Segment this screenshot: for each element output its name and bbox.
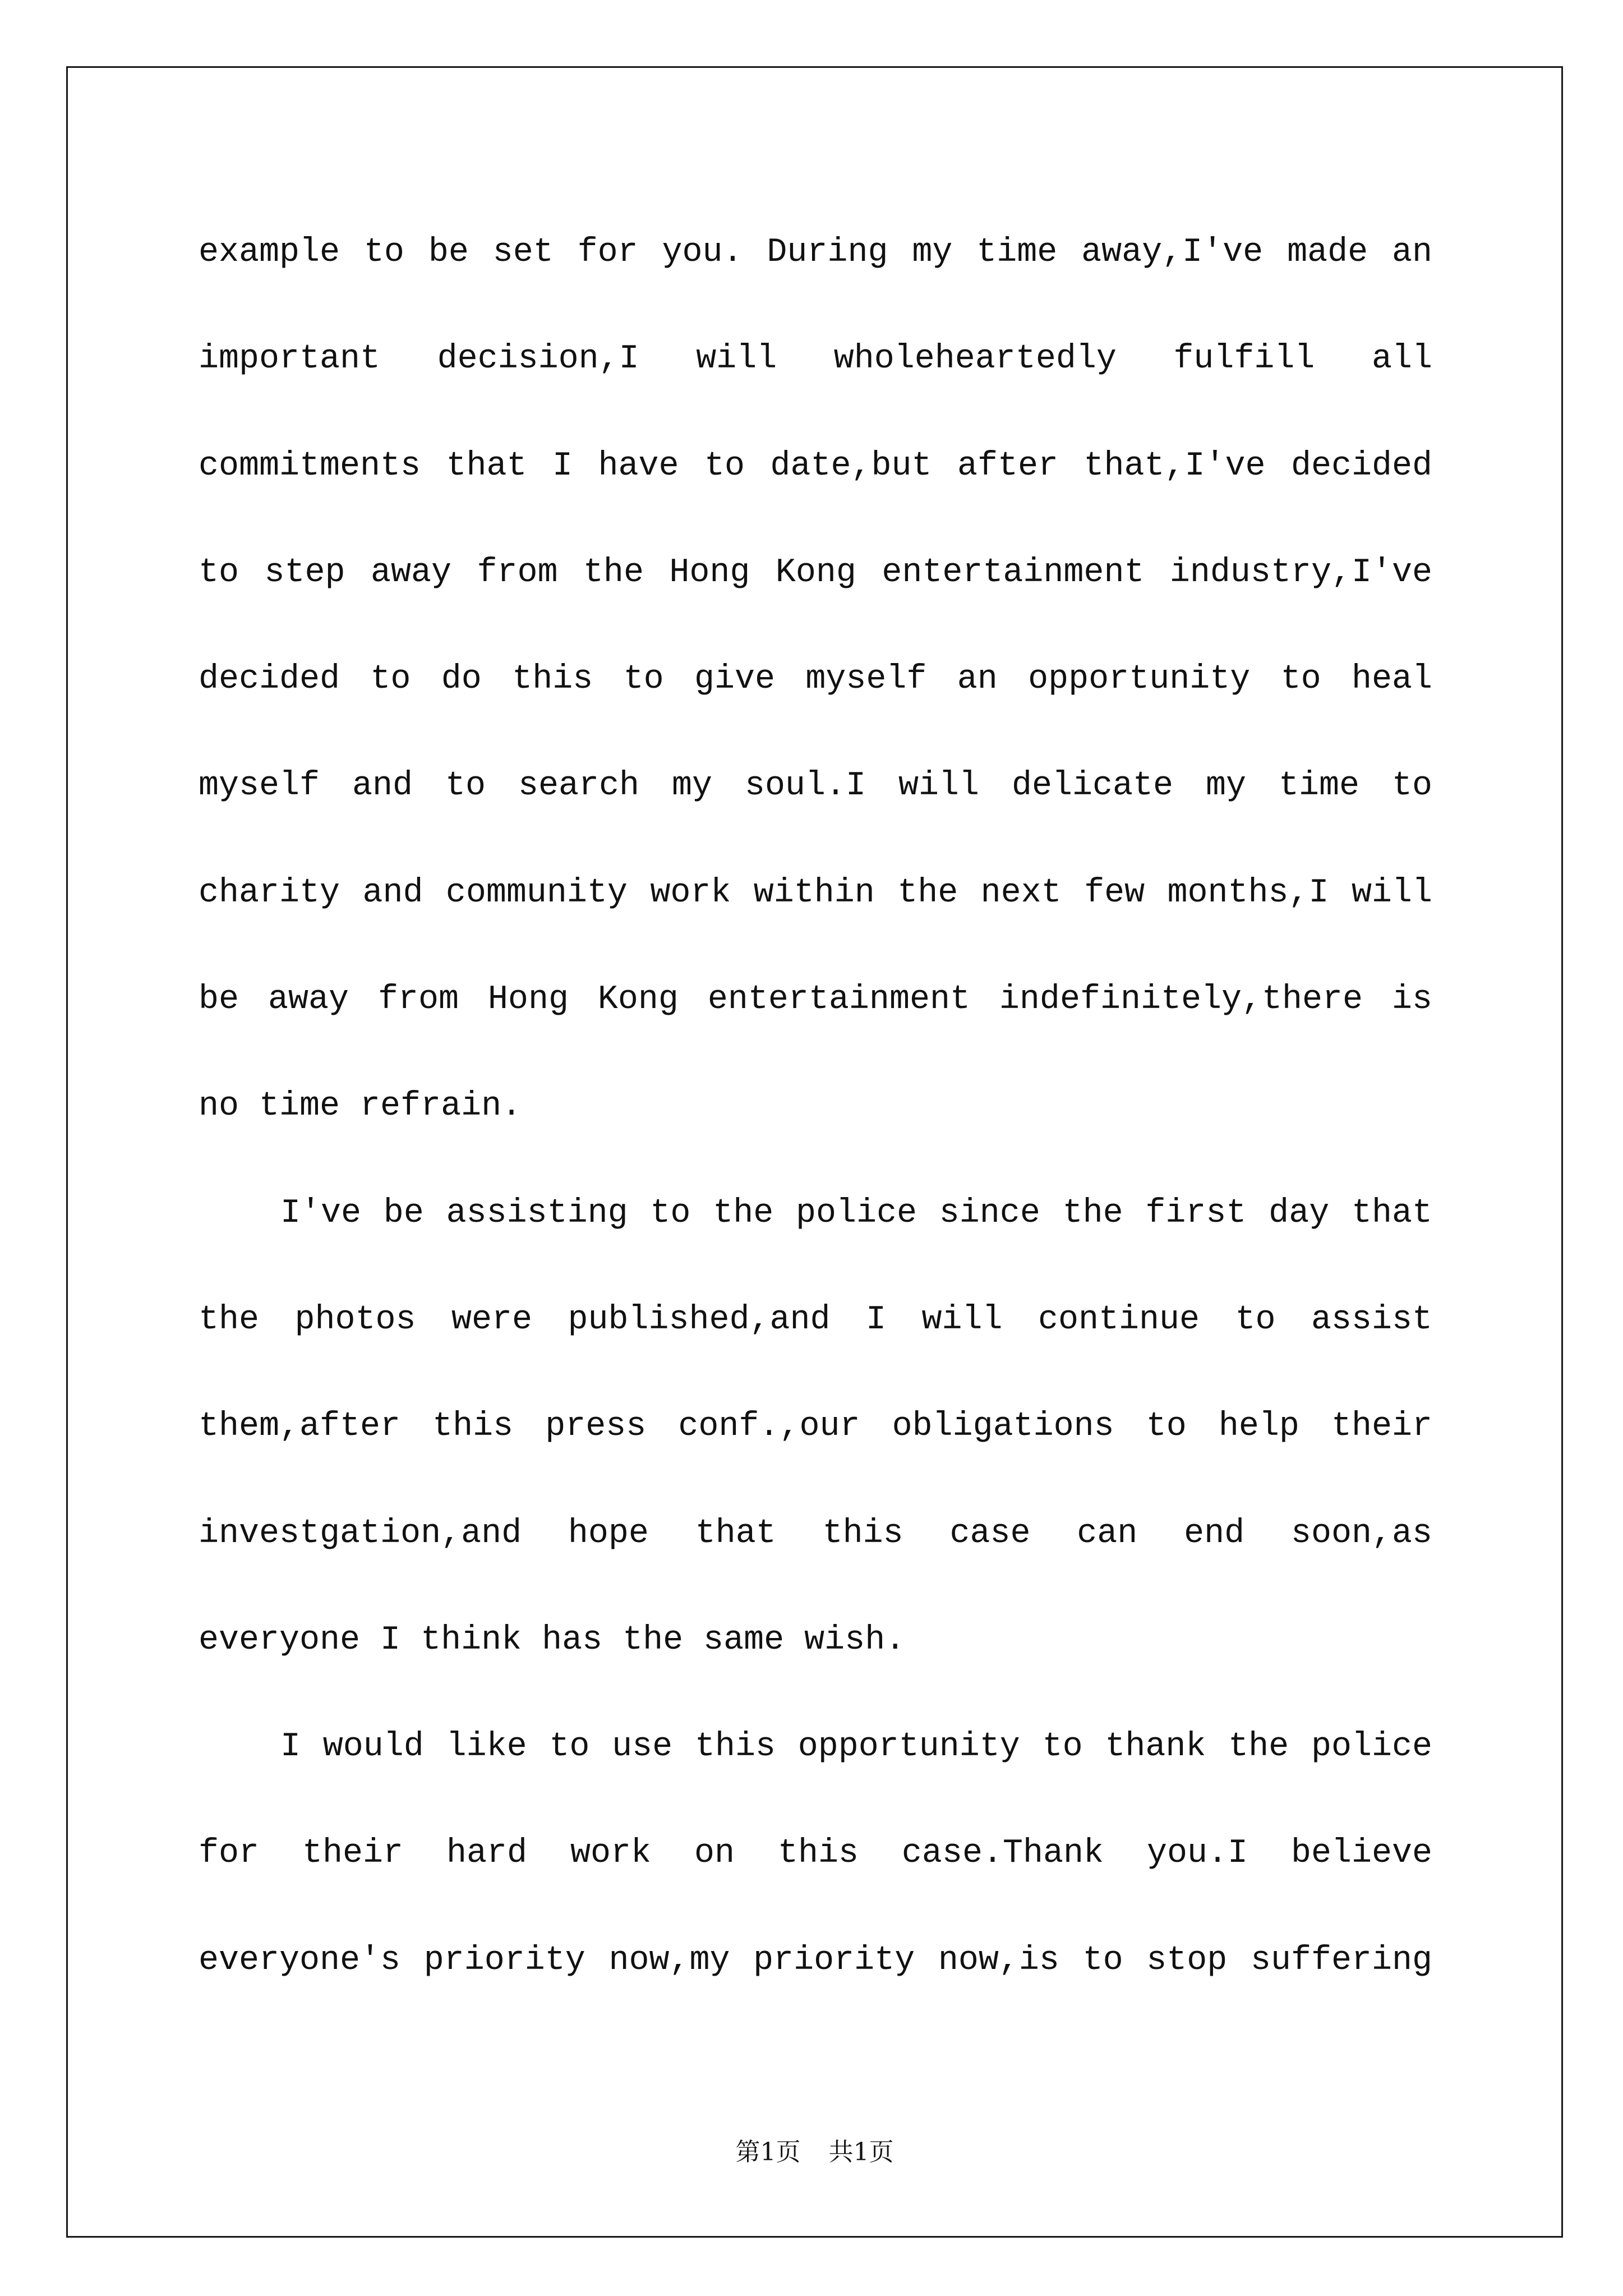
text-line: investgation,and hope that this case can end soon,as — [199, 1514, 1432, 1553]
page-footer — [66, 2134, 1563, 2170]
text-line: decided to do this to give myself an opportunity to heal — [199, 660, 1432, 699]
text-line: everyone I think has the same wish. — [199, 1621, 906, 1659]
text-line: important decision,I will wholeheartedly fulfill all — [199, 340, 1432, 379]
text-line: be away from Hong Kong entertainment indefinitely,there is — [199, 981, 1432, 1019]
text-line: for their hard work on this case.Thank you.I believe — [199, 1834, 1432, 1873]
page-number-current: 第1页 — [735, 2138, 801, 2166]
text-line: charity and community work within the next few months,I will — [199, 873, 1432, 912]
text-line: myself and to search my soul.I will delicate my time to — [199, 767, 1432, 806]
text-line: commitments that I have to date,but after that,I've decided — [199, 447, 1432, 485]
page-number-total: 共1页 — [828, 2138, 894, 2166]
text-line: I would like to use this opportunity to thank the police — [280, 1728, 1432, 1766]
paragraph — [199, 1694, 1432, 2014]
text-line: to step away from the Hong Kong entertainment industry,I've — [199, 553, 1432, 592]
text-line: the photos were published,and I will continue to assist — [199, 1300, 1432, 1339]
text-line: example to be set for you. During my time away,I've made an — [199, 233, 1432, 272]
paragraph — [199, 1160, 1432, 1694]
text-line: no time refrain. — [199, 1087, 522, 1126]
paragraph — [199, 199, 1432, 1160]
document-body — [199, 199, 1432, 2014]
text-line: everyone's priority now,my priority now,is to stop suffering — [199, 1941, 1432, 1980]
text-line: I've be assisting to the police since the first day that — [280, 1194, 1432, 1232]
text-line: them,after this press conf.,our obligations to help their — [199, 1407, 1432, 1446]
